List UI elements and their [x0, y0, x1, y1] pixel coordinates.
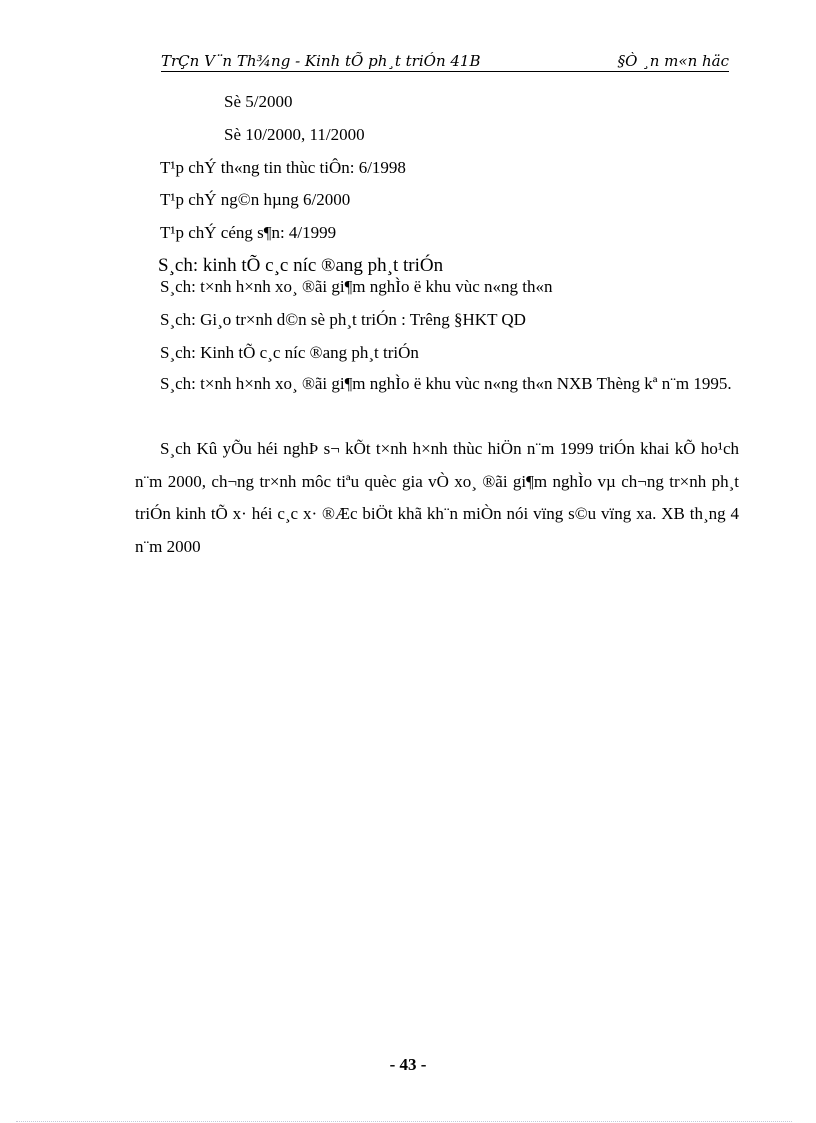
reference-line: S¸ch: Kinh tÕ c¸c níc ®ang ph¸t triÓn: [160, 343, 419, 362]
reference-paragraph: [135, 433, 739, 563]
header-document-type: §Ò ¸n m«n häc: [617, 52, 729, 70]
running-header: [161, 49, 729, 72]
reference-line: S¸ch: Gi¸o tr×nh d©n sè ph¸t triÓn : Trêng §HKT QD: [160, 310, 526, 329]
page-number: - 43 -: [389, 1055, 427, 1074]
reference-paragraph: [135, 368, 739, 401]
reference-line: S¸ch: kinh tÕ c¸c níc ®ang ph¸t triÓn: [158, 255, 444, 276]
header-author-title: TrÇn V¨n Th¾ng - Kinh tÕ ph¸t triÓn 41B: [161, 52, 481, 70]
reference-line: T¹p chÝ céng s¶n: 4/1999: [160, 223, 337, 242]
reference-line: Sè 10/2000, 11/2000: [224, 125, 365, 144]
reference-line: T¹p chÝ th«ng tin thùc tiÔn: 6/1998: [160, 158, 406, 177]
page-bottom-rule: [16, 1121, 792, 1122]
reference-paragraph-text: S¸ch: t×nh h×nh xo¸ ®ãi gi¶m nghÌo ë khu vùc n«ng th«n NXB Thèng kª n¨m 1995.: [160, 374, 732, 393]
reference-line: Sè 5/2000: [224, 92, 293, 111]
reference-paragraph-text: S¸ch Kû yÕu héi nghÞ s¬ kÕt t×nh h×nh thùc hiÖn n¨m 1999 triÓn khai kÕ ho¹ch n¨m 2000, ch¬ng tr×nh môc tiªu quèc gia vÒ xo¸ ®ãi gi¶m nghÌo vµ ch¬ng tr×nh ph¸t triÓn kinh tÕ x· héi c¸c x· ®Æc biÖt khã kh¨n miÒn nói vïng s©u vïng xa. XB th¸ng 4 n¨m 2000: [135, 439, 739, 556]
reference-line: T¹p chÝ ng©n hµng 6/2000: [160, 190, 351, 209]
reference-line: S¸ch: t×nh h×nh xo¸ ®ãi gi¶m nghÌo ë khu vùc n«ng th«n: [160, 277, 553, 296]
